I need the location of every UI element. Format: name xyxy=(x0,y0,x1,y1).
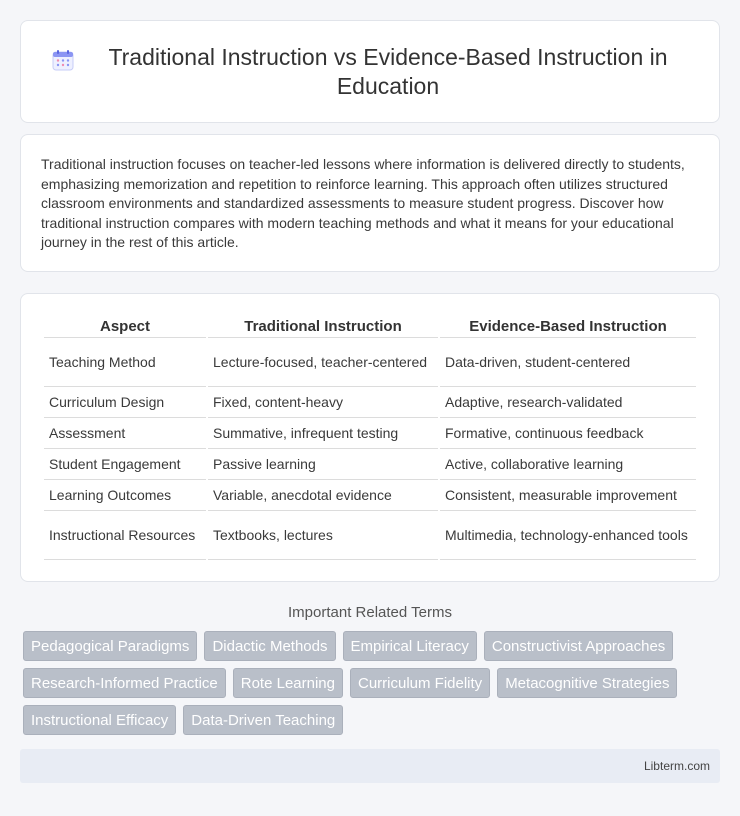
calendar-icon xyxy=(52,49,74,76)
table-header-row xyxy=(44,314,696,338)
table-cell: Summative, infrequent testing xyxy=(208,418,438,449)
header-aspect: Aspect xyxy=(44,314,206,338)
related-term-tag[interactable]: Curriculum Fidelity xyxy=(350,668,490,698)
header-evidence-based: Evidence-Based Instruction xyxy=(440,314,696,338)
related-term-tag[interactable]: Metacognitive Strategies xyxy=(497,668,677,698)
table-cell: Textbooks, lectures xyxy=(208,511,438,560)
header-card xyxy=(20,20,720,123)
comparison-table xyxy=(42,314,698,560)
table-cell: Active, collaborative learning xyxy=(440,449,696,480)
table-cell: Instructional Resources xyxy=(44,511,206,560)
related-term-tag[interactable]: Didactic Methods xyxy=(204,631,335,661)
table-cell: Variable, anecdotal evidence xyxy=(208,480,438,511)
comparison-table-card xyxy=(20,293,720,582)
table-cell: Learning Outcomes xyxy=(44,480,206,511)
table-row xyxy=(44,418,696,449)
table-row xyxy=(44,449,696,480)
header-traditional: Traditional Instruction xyxy=(208,314,438,338)
table-row xyxy=(44,511,696,560)
table-cell: Student Engagement xyxy=(44,449,206,480)
table-cell: Assessment xyxy=(44,418,206,449)
table-cell: Adaptive, research-validated xyxy=(440,387,696,418)
related-term-tag[interactable]: Data-Driven Teaching xyxy=(183,705,343,735)
table-cell: Fixed, content-heavy xyxy=(208,387,438,418)
table-cell: Teaching Method xyxy=(44,338,206,387)
table-cell: Consistent, measurable improvement xyxy=(440,480,696,511)
related-terms-title: Important Related Terms xyxy=(288,604,452,621)
footer xyxy=(20,749,720,783)
table-cell: Passive learning xyxy=(208,449,438,480)
table-row xyxy=(44,338,696,387)
table-cell: Lecture-focused, teacher-centered xyxy=(208,338,438,387)
footer-site-link[interactable]: Libterm.com xyxy=(643,759,710,773)
page-title: Traditional Instruction vs Evidence-Based Instruction in Education xyxy=(108,43,668,99)
table-row xyxy=(44,387,696,418)
related-term-tag[interactable]: Empirical Literacy xyxy=(343,631,477,661)
related-term-tag[interactable]: Research-Informed Practice xyxy=(23,668,226,698)
related-term-tag[interactable]: Pedagogical Paradigms xyxy=(23,631,197,661)
header-inner xyxy=(52,43,688,101)
related-term-tag[interactable]: Rote Learning xyxy=(233,668,343,698)
related-terms-list xyxy=(20,631,720,735)
table-cell: Data-driven, student-centered xyxy=(440,338,696,387)
related-term-tag[interactable]: Constructivist Approaches xyxy=(484,631,673,661)
intro-card xyxy=(20,134,720,272)
intro-text: Traditional instruction focuses on teacher-led lessons where information is delivered directly to students, emphasizing memorization and repetition to reinforce learning. This approach often utilizes structured classroom environments and standardized assessments to measure student progress. Discover how traditional instruction compares with modern teaching methods and what it means for your educational journey in the rest of this article. xyxy=(41,156,685,251)
table-cell: Formative, continuous feedback xyxy=(440,418,696,449)
table-row xyxy=(44,480,696,511)
table-cell: Multimedia, technology-enhanced tools xyxy=(440,511,696,560)
table-cell: Curriculum Design xyxy=(44,387,206,418)
related-term-tag[interactable]: Instructional Efficacy xyxy=(23,705,176,735)
